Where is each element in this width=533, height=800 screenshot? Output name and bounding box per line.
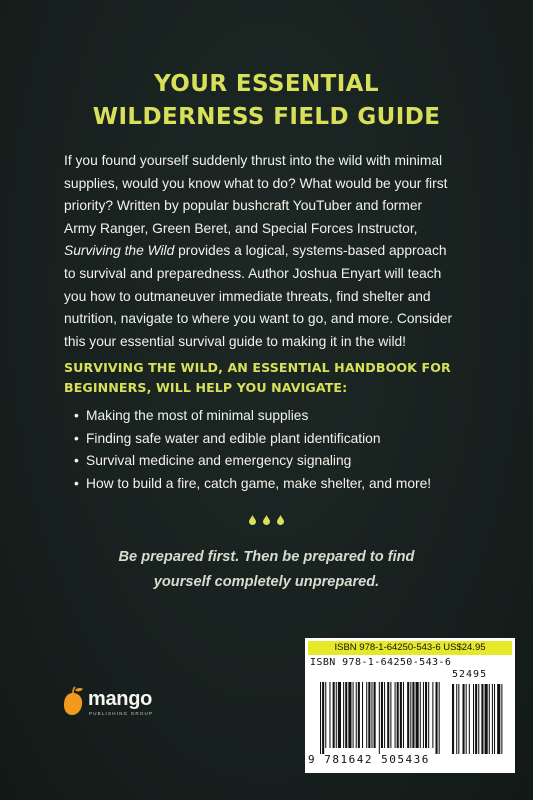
barcode-bar [407,682,409,748]
bullet-icon: • [74,408,79,423]
barcode-bar [416,682,419,748]
barcode-bar [432,682,433,748]
addon-bar [481,684,483,754]
description-line: supplies, would you know what to do? What would be your first [64,175,448,191]
publisher-logo [62,686,172,720]
list-item: • Finding safe water and edible plant identification [74,428,474,451]
publisher-subline: PUBLISHING GROUP [89,711,154,716]
barcode-bar [381,682,383,748]
addon-bar [469,684,470,754]
description-line: priority? Written by popular bushcraft YouTuber and former [64,198,423,214]
addon-bar [485,684,488,754]
feature-list [74,405,474,495]
barcode-bar [343,682,344,748]
mango-fruit-icon [62,686,84,716]
barcode-bar [368,682,370,748]
price-addon-code: 52495 [452,669,488,680]
barcode-bar [379,682,380,754]
bullet-icon: • [74,430,79,446]
barcode-bar [356,682,357,748]
addon-bar [466,684,467,754]
separator-ornament [0,510,533,529]
barcode-bar [374,682,376,748]
barcode-bar [397,682,399,748]
barcode-bar [371,682,372,748]
barcode-icon [312,670,512,754]
barcode-bar [428,682,429,748]
addon-bar [478,684,479,754]
description-line: If you found yourself suddenly thrust into the wild with minimal [64,153,443,168]
description-line [64,240,476,263]
addon-bar [463,684,465,754]
publisher-name: mango [88,688,153,710]
barcode-bar [439,682,440,754]
quote-line-1: Be prepared first. Then be prepared to find [118,549,415,565]
isbn-text: ISBN 978-1-64250-543-6 [310,657,452,668]
water-drop-icon [263,515,270,525]
list-item: • Survival medicine and emergency signaling [74,450,474,473]
ean-digits: 9 781642 505436 [308,753,430,766]
description-line: you how to outmaneuver immediate threats, find shelter and [64,288,431,304]
barcode-bar [322,682,324,754]
headline-line-2: WILDERNESS FIELD GUIDE [92,104,441,130]
description-line: this your essential survival guide to making it in the wild! [64,333,407,349]
bullet-icon: • [74,453,79,469]
bullet-icon: • [74,475,79,491]
description-line-rest: provides a logical, systems-based approach [174,243,447,259]
barcode-bar [329,682,330,748]
barcode-bar [436,682,438,754]
barcode-bar [400,682,402,748]
barcode-bar [395,682,396,748]
barcode-bar [362,682,363,748]
list-item: • Making the most of minimal supplies [74,405,474,428]
description-line: Army Ranger, Green Beret, and Special Forces Instructor, [64,220,418,236]
description-line: nutrition, navigate to where you want to go, and more. Consider [64,311,453,327]
subheading-line-1: SURVIVING THE WILD, AN ESSENTIAL HANDBOOK FOR [64,360,451,375]
addon-bar [475,684,477,754]
isbn-price-band: ISBN 978-1-64250-543-6 US$24.95 [308,641,512,655]
barcode-bar [410,682,411,748]
addon-bar [473,684,474,754]
barcode-bar [384,682,385,748]
list-item: • How to build a fire, catch game, make shelter, and more! [74,473,474,496]
addon-bar [501,684,502,754]
barcode-bar [353,682,354,748]
barcode-bar [333,682,335,748]
barcode-bar [403,682,404,748]
barcode-bar [387,682,389,748]
barcode-bar [420,682,421,748]
section-subheading [64,358,484,398]
barcode-bar [358,682,360,748]
barcode-bar [325,682,326,748]
water-drop-icon [277,515,284,525]
addon-bar [458,684,459,754]
barcode-bar [412,682,414,748]
addon-bar [497,684,500,754]
quote-line-2: yourself completely unprepared. [153,574,380,590]
headline [0,68,533,134]
barcode-bar [423,682,424,748]
barcode-bar [338,682,341,748]
subheading-line-2: BEGINNERS, WILL HELP YOU NAVIGATE: [64,380,348,395]
barcode-bar [336,682,337,748]
barcode-bar [320,682,321,754]
addon-bar [492,684,493,754]
description-line: to survival and preparedness. Author Joshua Enyart will teach [64,265,442,281]
barcode-bar [348,682,351,748]
barcode-bar [345,682,347,748]
addon-bar [489,684,490,754]
description-paragraph [64,150,476,353]
water-drop-icon [249,515,256,525]
barcode-bar [366,682,367,748]
addon-bar [452,684,454,754]
addon-bar [456,684,457,754]
barcode-bar [425,682,427,748]
addon-bar [494,684,495,754]
pull-quote [0,545,533,595]
headline-line-1: YOUR ESSENTIAL [154,71,379,97]
book-title-italic: Surviving the Wild [64,243,175,259]
barcode-bar [390,682,391,748]
